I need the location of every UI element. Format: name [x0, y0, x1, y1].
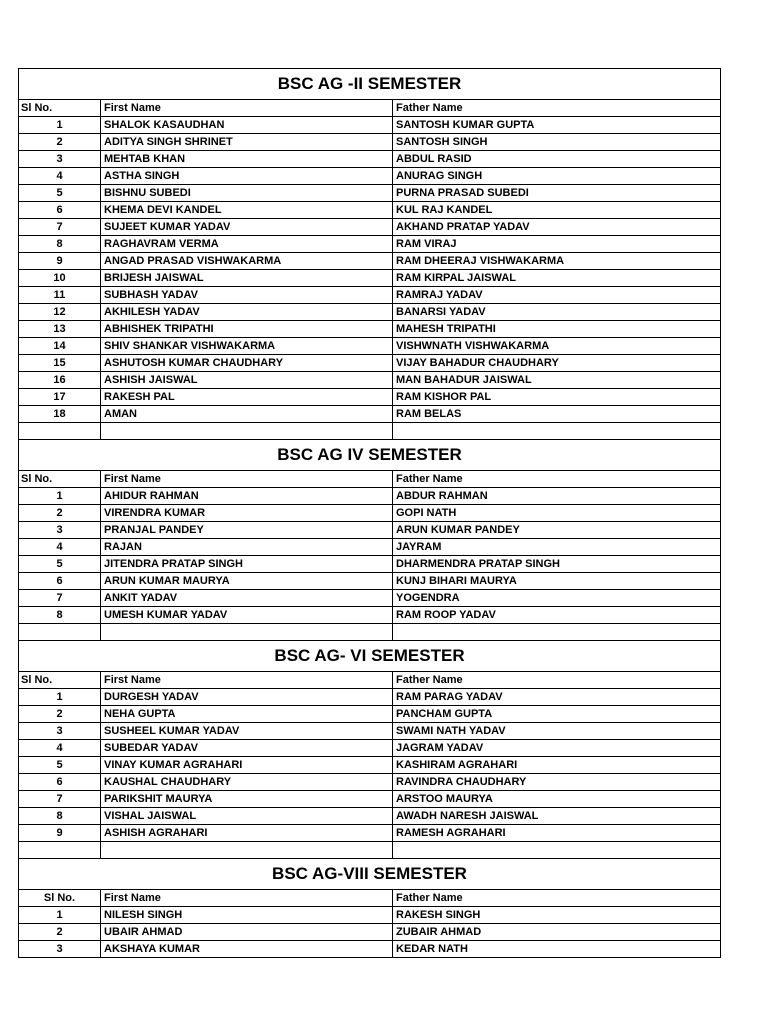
header-first-name: First Name [101, 672, 393, 689]
cell-father-name: VIJAY BAHADUR CHAUDHARY [393, 355, 721, 372]
section-title-row [19, 69, 721, 100]
cell-father-name: DHARMENDRA PRATAP SINGH [393, 556, 721, 573]
cell-sl-no: 2 [19, 924, 101, 941]
table-row [19, 590, 721, 607]
header-row [19, 100, 721, 117]
cell-sl-no: 6 [19, 202, 101, 219]
cell-first-name: DURGESH YADAV [101, 689, 393, 706]
cell-father-name: RAMRAJ YADAV [393, 287, 721, 304]
student-list-sheet [18, 68, 720, 958]
cell-first-name: VINAY KUMAR AGRAHARI [101, 757, 393, 774]
cell-first-name: ARUN KUMAR MAURYA [101, 573, 393, 590]
cell-father-name: ABDUL RASID [393, 151, 721, 168]
table-row [19, 791, 721, 808]
cell-first-name: ADITYA SINGH SHRINET [101, 134, 393, 151]
cell-sl-no: 18 [19, 406, 101, 423]
table-row [19, 372, 721, 389]
table-row [19, 287, 721, 304]
header-sl-no: Sl No. [19, 471, 101, 488]
cell-first-name: ASHUTOSH KUMAR CHAUDHARY [101, 355, 393, 372]
table-row [19, 573, 721, 590]
cell-first-name: BRIJESH JAISWAL [101, 270, 393, 287]
cell-father-name: SANTOSH SINGH [393, 134, 721, 151]
cell-father-name: JAYRAM [393, 539, 721, 556]
cell-father-name: YOGENDRA [393, 590, 721, 607]
cell-first-name: KAUSHAL CHAUDHARY [101, 774, 393, 791]
table-row [19, 607, 721, 624]
blank-cell [393, 423, 721, 440]
table-row [19, 522, 721, 539]
cell-first-name: UMESH KUMAR YADAV [101, 607, 393, 624]
cell-father-name: SWAMI NATH YADAV [393, 723, 721, 740]
cell-father-name: RAVINDRA CHAUDHARY [393, 774, 721, 791]
table-row [19, 774, 721, 791]
cell-first-name: AMAN [101, 406, 393, 423]
table-row [19, 185, 721, 202]
cell-first-name: AKSHAYA KUMAR [101, 941, 393, 958]
cell-father-name: RAKESH SINGH [393, 907, 721, 924]
cell-first-name: SUBEDAR YADAV [101, 740, 393, 757]
table-row [19, 253, 721, 270]
cell-sl-no: 7 [19, 791, 101, 808]
cell-father-name: GOPI NATH [393, 505, 721, 522]
cell-sl-no: 7 [19, 219, 101, 236]
blank-cell [393, 624, 721, 641]
table-row [19, 168, 721, 185]
cell-first-name: NILESH SINGH [101, 907, 393, 924]
table-row [19, 304, 721, 321]
header-row [19, 471, 721, 488]
cell-sl-no: 9 [19, 825, 101, 842]
cell-father-name: KUNJ BIHARI MAURYA [393, 573, 721, 590]
table-row [19, 689, 721, 706]
cell-sl-no: 14 [19, 338, 101, 355]
cell-father-name: KUL RAJ KANDEL [393, 202, 721, 219]
section-title-row [19, 641, 721, 672]
table-row [19, 134, 721, 151]
cell-first-name: PARIKSHIT MAURYA [101, 791, 393, 808]
cell-first-name: ASHISH JAISWAL [101, 372, 393, 389]
cell-first-name: SUBHASH YADAV [101, 287, 393, 304]
table-row [19, 321, 721, 338]
cell-father-name: JAGRAM YADAV [393, 740, 721, 757]
cell-first-name: ASTHA SINGH [101, 168, 393, 185]
table-row [19, 808, 721, 825]
cell-first-name: ABHISHEK TRIPATHI [101, 321, 393, 338]
blank-row [19, 624, 721, 641]
cell-father-name: ARSTOO MAURYA [393, 791, 721, 808]
table-row [19, 219, 721, 236]
cell-first-name: RAKESH PAL [101, 389, 393, 406]
cell-sl-no: 3 [19, 723, 101, 740]
cell-sl-no: 10 [19, 270, 101, 287]
header-first-name: First Name [101, 890, 393, 907]
cell-first-name: VIRENDRA KUMAR [101, 505, 393, 522]
section-title: BSC AG -II SEMESTER [19, 69, 721, 100]
blank-cell [101, 624, 393, 641]
blank-cell [101, 423, 393, 440]
cell-father-name: KEDAR NATH [393, 941, 721, 958]
cell-first-name: RAJAN [101, 539, 393, 556]
table-row [19, 389, 721, 406]
table-row [19, 488, 721, 505]
cell-sl-no: 6 [19, 774, 101, 791]
cell-sl-no: 17 [19, 389, 101, 406]
cell-first-name: BISHNU SUBEDI [101, 185, 393, 202]
cell-sl-no: 12 [19, 304, 101, 321]
cell-first-name: SHIV SHANKAR VISHWAKARMA [101, 338, 393, 355]
cell-sl-no: 1 [19, 689, 101, 706]
cell-sl-no: 2 [19, 134, 101, 151]
header-first-name: First Name [101, 100, 393, 117]
cell-sl-no: 8 [19, 607, 101, 624]
header-father-name: Father Name [393, 672, 721, 689]
section-title: BSC AG IV SEMESTER [19, 440, 721, 471]
cell-father-name: MAN BAHADUR JAISWAL [393, 372, 721, 389]
cell-father-name: RAM KISHOR PAL [393, 389, 721, 406]
cell-sl-no: 16 [19, 372, 101, 389]
blank-cell [19, 423, 101, 440]
cell-first-name: ASHISH AGRAHARI [101, 825, 393, 842]
cell-father-name: ABDUR RAHMAN [393, 488, 721, 505]
cell-sl-no: 5 [19, 185, 101, 202]
cell-father-name: RAM BELAS [393, 406, 721, 423]
cell-father-name: BANARSI YADAV [393, 304, 721, 321]
cell-father-name: AWADH NARESH JAISWAL [393, 808, 721, 825]
table-row [19, 740, 721, 757]
cell-sl-no: 8 [19, 808, 101, 825]
cell-first-name: AHIDUR RAHMAN [101, 488, 393, 505]
cell-first-name: SHALOK KASAUDHAN [101, 117, 393, 134]
header-father-name: Father Name [393, 471, 721, 488]
cell-first-name: MEHTAB KHAN [101, 151, 393, 168]
cell-sl-no: 4 [19, 539, 101, 556]
cell-father-name: ZUBAIR AHMAD [393, 924, 721, 941]
section-title-row [19, 859, 721, 890]
table-row [19, 355, 721, 372]
cell-sl-no: 1 [19, 907, 101, 924]
cell-father-name: KASHIRAM AGRAHARI [393, 757, 721, 774]
student-list-table [18, 68, 721, 958]
cell-father-name: AKHAND PRATAP YADAV [393, 219, 721, 236]
table-row [19, 117, 721, 134]
cell-father-name: RAMESH AGRAHARI [393, 825, 721, 842]
table-row [19, 757, 721, 774]
cell-sl-no: 4 [19, 168, 101, 185]
cell-sl-no: 5 [19, 757, 101, 774]
header-sl-no: Sl No. [19, 672, 101, 689]
table-row [19, 202, 721, 219]
cell-father-name: SANTOSH KUMAR GUPTA [393, 117, 721, 134]
table-row [19, 556, 721, 573]
table-row [19, 723, 721, 740]
cell-sl-no: 5 [19, 556, 101, 573]
header-sl-no: Sl No. [19, 890, 101, 907]
header-row [19, 890, 721, 907]
cell-father-name: VISHWNATH VISHWAKARMA [393, 338, 721, 355]
student-list-body [19, 69, 721, 958]
section-title: BSC AG-VIII SEMESTER [19, 859, 721, 890]
cell-father-name: RAM DHEERAJ VISHWAKARMA [393, 253, 721, 270]
cell-first-name: KHEMA DEVI KANDEL [101, 202, 393, 219]
blank-row [19, 842, 721, 859]
cell-first-name: JITENDRA PRATAP SINGH [101, 556, 393, 573]
header-father-name: Father Name [393, 100, 721, 117]
cell-sl-no: 11 [19, 287, 101, 304]
header-first-name: First Name [101, 471, 393, 488]
cell-first-name: VISHAL JAISWAL [101, 808, 393, 825]
cell-first-name: AKHILESH YADAV [101, 304, 393, 321]
cell-sl-no: 15 [19, 355, 101, 372]
cell-sl-no: 1 [19, 117, 101, 134]
cell-sl-no: 8 [19, 236, 101, 253]
cell-first-name: SUSHEEL KUMAR YADAV [101, 723, 393, 740]
blank-cell [393, 842, 721, 859]
header-sl-no: Sl No. [19, 100, 101, 117]
cell-father-name: RAM KIRPAL JAISWAL [393, 270, 721, 287]
cell-sl-no: 6 [19, 573, 101, 590]
table-row [19, 270, 721, 287]
header-row [19, 672, 721, 689]
cell-sl-no: 3 [19, 522, 101, 539]
cell-sl-no: 2 [19, 706, 101, 723]
table-row [19, 338, 721, 355]
blank-cell [19, 842, 101, 859]
cell-first-name: PRANJAL PANDEY [101, 522, 393, 539]
cell-first-name: RAGHAVRAM VERMA [101, 236, 393, 253]
cell-first-name: SUJEET KUMAR YADAV [101, 219, 393, 236]
blank-cell [101, 842, 393, 859]
cell-sl-no: 3 [19, 941, 101, 958]
section-title-row [19, 440, 721, 471]
cell-sl-no: 3 [19, 151, 101, 168]
cell-father-name: MAHESH TRIPATHI [393, 321, 721, 338]
cell-father-name: ARUN KUMAR PANDEY [393, 522, 721, 539]
cell-father-name: PANCHAM GUPTA [393, 706, 721, 723]
table-row [19, 539, 721, 556]
cell-father-name: RAM VIRAJ [393, 236, 721, 253]
section-title: BSC AG- VI SEMESTER [19, 641, 721, 672]
cell-sl-no: 1 [19, 488, 101, 505]
table-row [19, 406, 721, 423]
cell-sl-no: 4 [19, 740, 101, 757]
header-father-name: Father Name [393, 890, 721, 907]
blank-row [19, 423, 721, 440]
cell-first-name: UBAIR AHMAD [101, 924, 393, 941]
table-row [19, 907, 721, 924]
table-row [19, 706, 721, 723]
cell-father-name: PURNA PRASAD SUBEDI [393, 185, 721, 202]
table-row [19, 941, 721, 958]
blank-cell [19, 624, 101, 641]
cell-sl-no: 7 [19, 590, 101, 607]
cell-father-name: RAM PARAG YADAV [393, 689, 721, 706]
cell-father-name: ANURAG SINGH [393, 168, 721, 185]
cell-sl-no: 9 [19, 253, 101, 270]
cell-first-name: ANKIT YADAV [101, 590, 393, 607]
cell-sl-no: 13 [19, 321, 101, 338]
cell-first-name: ANGAD PRASAD VISHWAKARMA [101, 253, 393, 270]
table-row [19, 236, 721, 253]
cell-sl-no: 2 [19, 505, 101, 522]
table-row [19, 151, 721, 168]
table-row [19, 924, 721, 941]
cell-first-name: NEHA GUPTA [101, 706, 393, 723]
table-row [19, 505, 721, 522]
table-row [19, 825, 721, 842]
cell-father-name: RAM ROOP YADAV [393, 607, 721, 624]
